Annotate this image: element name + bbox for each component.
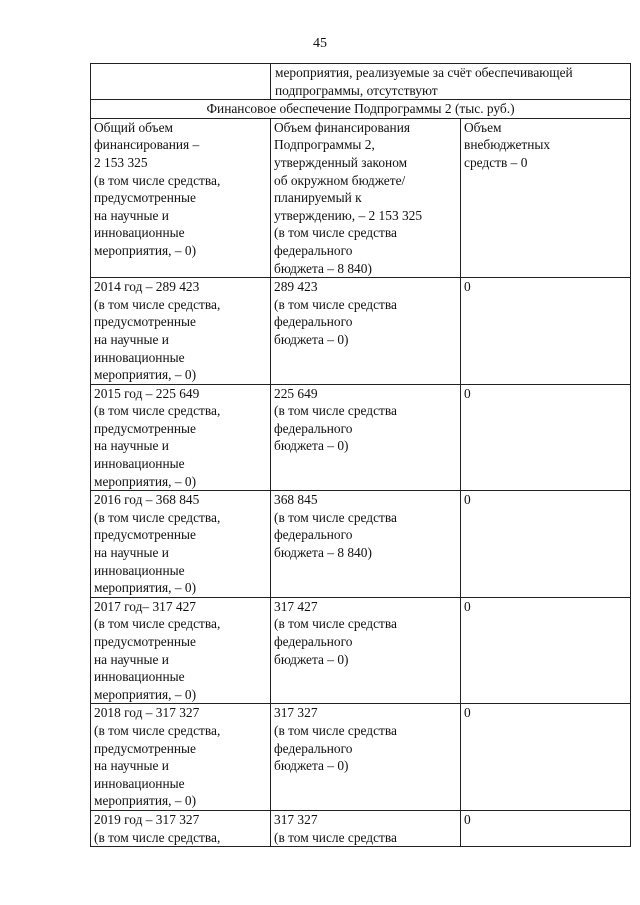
year-extra-cell: 0 xyxy=(461,384,631,491)
intro-row xyxy=(91,64,631,100)
year-budget-cell: 317 327 (в том числе средства федерального бюджета – 0) xyxy=(271,704,461,811)
table-row xyxy=(91,278,631,385)
year-budget-cell: 317 427 (в том числе средства федерального бюджета – 0) xyxy=(271,597,461,704)
year-extra-cell: 0 xyxy=(461,278,631,385)
table-row xyxy=(91,597,631,704)
year-extra-cell: 0 xyxy=(461,597,631,704)
year-total-cell: 2015 год – 225 649 (в том числе средства, предусмотренные на научные и инновационные мероприятия, – 0) xyxy=(91,384,271,491)
section-heading-row xyxy=(91,100,631,119)
header-row xyxy=(91,118,631,277)
intro-empty-cell xyxy=(91,64,271,100)
year-extra-cell: 0 xyxy=(461,491,631,598)
page-number: 45 xyxy=(313,36,327,51)
year-budget-cell: 289 423 (в том числе средства федерального бюджета – 0) xyxy=(271,278,461,385)
table-row xyxy=(91,491,631,598)
header-extra-cell: Объем внебюджетных средств – 0 xyxy=(461,118,631,277)
section-heading: Финансовое обеспечение Подпрограммы 2 (тыс. руб.) xyxy=(91,100,631,119)
table-row xyxy=(91,384,631,491)
year-total-cell: 2018 год – 317 327 (в том числе средства, предусмотренные на научные и инновационные мероприятия, – 0) xyxy=(91,704,271,811)
year-budget-cell: 225 649 (в том числе средства федерального бюджета – 0) xyxy=(271,384,461,491)
year-budget-cell: 317 327 (в том числе средства xyxy=(271,810,461,846)
year-total-cell: 2014 год – 289 423 (в том числе средства, предусмотренные на научные и инновационные мероприятия, – 0) xyxy=(91,278,271,385)
year-total-cell: 2016 год – 368 845 (в том числе средства, предусмотренные на научные и инновационные мероприятия, – 0) xyxy=(91,491,271,598)
year-total-cell: 2019 год – 317 327 (в том числе средства, xyxy=(91,810,271,846)
year-budget-cell: 368 845 (в том числе средства федерального бюджета – 8 840) xyxy=(271,491,461,598)
header-budget-cell: Объем финансирования Подпрограммы 2, утвержденный законом об окружном бюджете/ планируемый к утверждению, – 2 153 325 (в том числе средства федерального бюджета – 8 840) xyxy=(271,118,461,277)
year-extra-cell: 0 xyxy=(461,704,631,811)
intro-text: мероприятия, реализуемые за счёт обеспечивающей подпрограммы, отсутствуют xyxy=(271,64,631,100)
year-extra-cell: 0 xyxy=(461,810,631,846)
header-total-cell: Общий объем финансирования – 2 153 325 (в том числе средства, предусмотренные на научные и инновационные мероприятия, – 0) xyxy=(91,118,271,277)
financing-table-wrapper xyxy=(90,63,630,847)
financing-table xyxy=(90,63,631,847)
year-total-cell: 2017 год– 317 427 (в том числе средства, предусмотренные на научные и инновационные мероприятия, – 0) xyxy=(91,597,271,704)
table-row xyxy=(91,704,631,811)
table-row xyxy=(91,810,631,846)
